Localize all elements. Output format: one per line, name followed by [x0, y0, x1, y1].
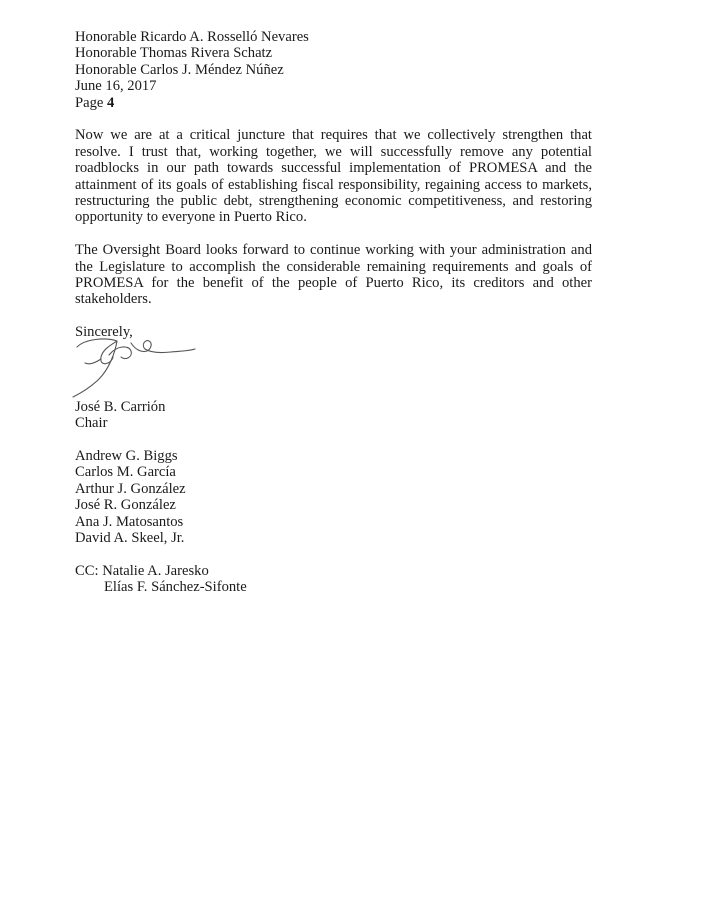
board-member: Arthur J. González [75, 480, 186, 497]
cc-label: CC: [75, 562, 99, 579]
recipient-line: Honorable Thomas Rivera Schatz [75, 45, 273, 62]
recipient-block [75, 29, 592, 111]
board-member: Andrew G. Biggs [75, 447, 178, 464]
page-indicator [75, 95, 592, 111]
cc-block [75, 563, 592, 596]
recipient-line: Honorable Ricardo A. Rosselló Nevares [75, 29, 309, 45]
cc-recipient: Elías F. Sánchez-Sifonte [104, 579, 247, 596]
body-paragraph-2: The Oversight Board looks forward to continue working with your administration and the Legislature to accomplish the considerable remaining requirements and goals of PROMESA for the benefit of the people of Puerto Rico, its creditors and other stakeholders. [75, 242, 592, 308]
cc-line-1 [75, 563, 592, 579]
signer-title: Chair [75, 415, 108, 432]
board-member: José R. González [75, 497, 176, 514]
signature-graphic [71, 335, 211, 399]
recipient-line: Honorable Carlos J. Méndez Núñez [75, 61, 284, 78]
handwritten-signature [75, 341, 215, 399]
page-label: Page [75, 94, 104, 111]
board-member: Ana J. Matosantos [75, 513, 184, 530]
board-member: David A. Skeel, Jr. [75, 529, 185, 546]
signer-name: José B. Carrión [75, 398, 166, 415]
board-member: Carlos M. García [75, 464, 176, 481]
page-number: 4 [107, 94, 115, 111]
closing-salutation: Sincerely, [75, 324, 133, 341]
letter-date: June 16, 2017 [75, 78, 157, 95]
body-paragraph-1: Now we are at a critical juncture that requires that we collectively strengthen that resolve. I trust that, working together, we will successfully remove any potential roadblocks in our path towards successful implementation of PROMESA and the attainment of its goals of establishing fiscal responsibility, regaining access to markets, restructuring the public debt, strengthening economic competitiveness, and restoring opportunity to everyone in Puerto Rico. [75, 127, 592, 226]
letter-page [75, 29, 592, 596]
board-members-list [75, 448, 592, 546]
cc-recipient: Natalie A. Jaresko [102, 562, 209, 579]
